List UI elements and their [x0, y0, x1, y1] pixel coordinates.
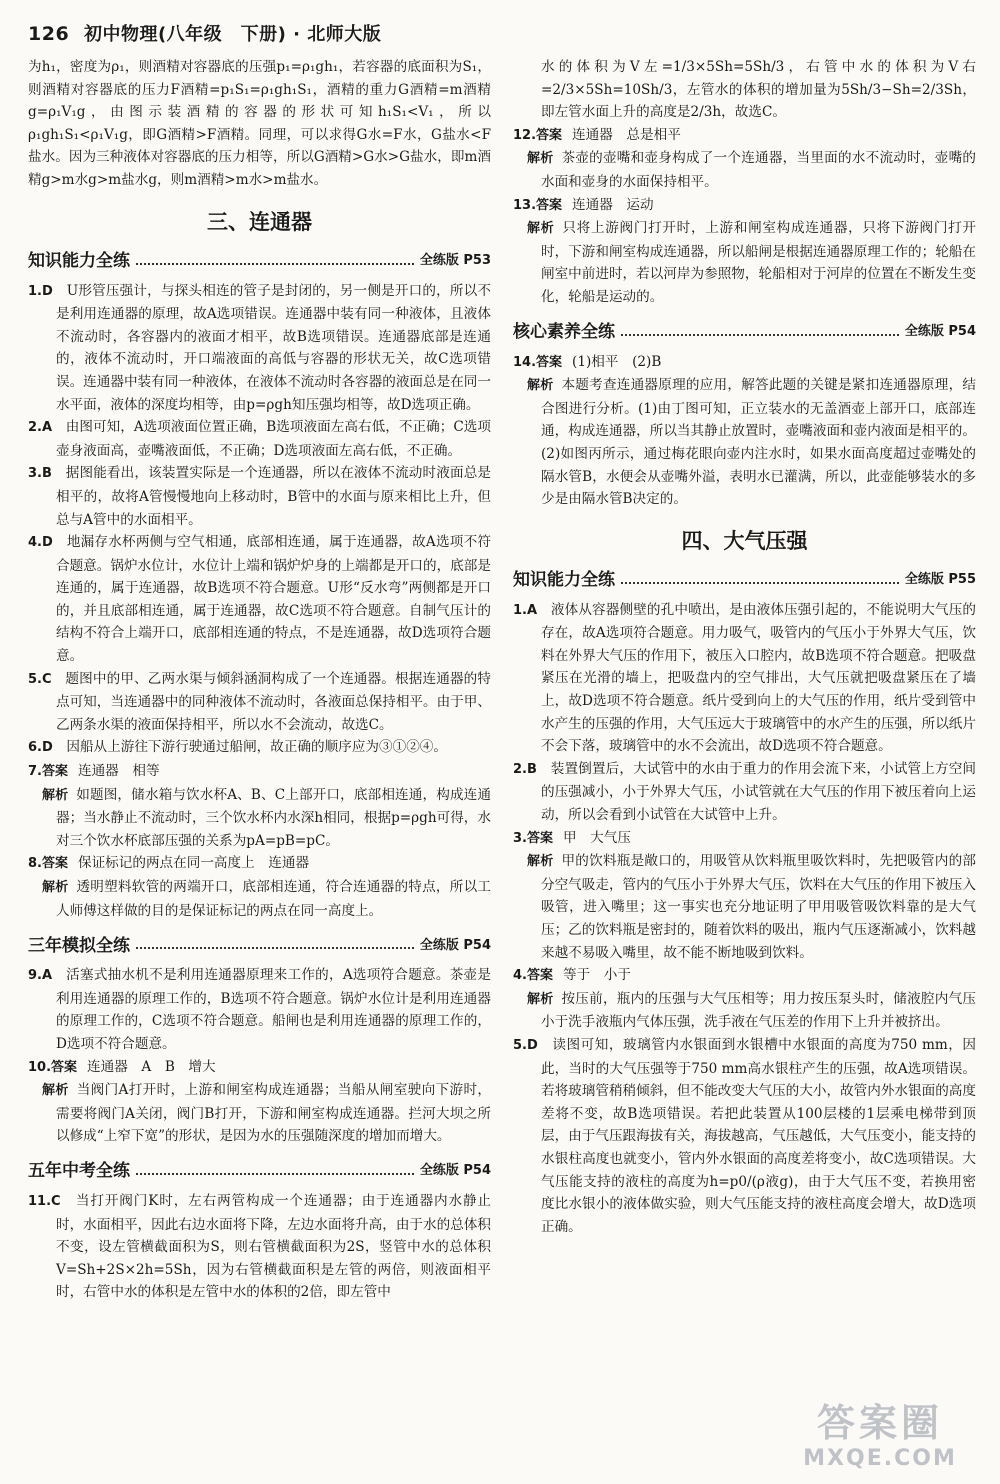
answer-text: (1)相平 (2)B — [572, 353, 662, 370]
item-text: 由图可知，A选项液面位置正确，B选项液面左高右低，不正确；C选项壶身液面高，壶嘴液面低，不正确；D选项液面左高右低，不正确。 — [56, 419, 491, 459]
analysis-text: 甲的饮料瓶是敞口的，用吸管从饮料瓶里吸饮料时，先把吸管内的部分空气吸走，管内的气压小于外界大气压，饮料在大气压的作用下被压入吸管，进入嘴里；这一事实也充分地证明了甲用吸管吸饮料靠的是大气压；乙的饮料瓶是密封的，随着饮料的吸出，瓶内气压逐渐减小，饮料越来越不易吸入嘴里，故不能不断地吸到饮料。 — [541, 853, 976, 961]
analysis-line — [28, 784, 491, 853]
item-number: 12. — [513, 127, 537, 143]
right-column — [513, 56, 976, 1304]
answer-tag: 答案 — [526, 830, 553, 846]
analysis-line — [513, 374, 976, 443]
analysis-text: 透明塑料软管的两端开口，底部相连通，符合连通器的特点，所以工人师傅这样做的目的是保证标记的两点在同一高度上。 — [56, 879, 491, 919]
answer-text: 连通器 相等 — [78, 763, 160, 780]
answer-tag: 答案 — [536, 354, 563, 370]
analysis-line — [28, 1079, 491, 1148]
analysis-text: 按压前，瓶内的压强与大气压相等；用力按压泵头时，储液腔内气压小于洗手液瓶内气体压强，洗手液在气压差的作用下上升并被挤出。 — [541, 990, 976, 1031]
answer-line — [513, 827, 976, 851]
answer-line — [513, 124, 976, 148]
item-text: 读图可知，玻璃管内水银面到水银槽中水银面的高度为750 mm，因此，当时的大气压强等于750 mm高水银柱产生的压强，故A选项错误。若将玻璃管稍稍倾斜，但不能改变大气压的大小，故管内外水银面的高度差将不变，故B选项错误。若把此装置从100层楼的1层乘电梯带到顶层，由于气压跟海拔有关，海拔越高，气压越低，大气压变小，能支持的水银柱高度也就变小，管内外水银面的高度差将变小，故C选项错误。大气压能支持的液柱的高度为h=p0/(ρ液g)，由于大气压不变，若换用密度比水银小的液体做实验，则大气压能支持的液柱高度会增大，故D选项正确。 — [541, 1036, 977, 1235]
analysis-continued: (2)如图丙所示，通过梅花眼向壶内注水时，如果水面高度超过壶嘴处的隔水管B，水便会从壶嘴外溢，表明水已灌满，所以，此壶能够装水的多少是由隔水管B决定的。 — [541, 445, 976, 508]
answer-text: 甲 大气压 — [563, 829, 631, 846]
item-number: 5.D — [513, 1037, 538, 1053]
answer-line — [28, 760, 491, 784]
analysis-line — [513, 988, 976, 1034]
answer-item — [28, 1190, 491, 1304]
book-title: 初中物理(八年级 下册) · 北师大版 — [83, 24, 382, 45]
item-text: 液体从容器侧壁的孔中喷出，是由液体压强引起的，不能说明大气压的存在，故A选项符合题意。用力吸气，吸管内的气压小于外界大气压，饮料在外界大气压的作用下，被压入口腔内，故B选项不符合题意。把吸盘紧压在光滑的墙上，把吸盘内的空气排出，大气压就把吸盘紧压在了墙上，故D选项不符合题意。纸片受到向上的大气压的作用，纸片受到管中水产生的压强的作用，大气压远大于玻璃管中的水产生的压强，所以纸片不会下落，玻璃管中的水不会流出，故D选项不符合题意。 — [541, 601, 977, 755]
item-number: 5.C — [28, 671, 52, 687]
analysis-tag: 解析 — [527, 854, 554, 870]
analysis-text: 当阀门A打开时，上游和闸室构成连通器；当船从闸室驶向下游时，需要将阀门A关闭，阀门B打开，下游和闸室构成连通器。拦河大坝之所以修成“上窄下宽”的形状，是因为水的压强随深度的增加而增大。 — [56, 1082, 491, 1145]
section-ref: 全练版 P53 — [419, 253, 491, 269]
item-number: 3. — [513, 830, 527, 846]
section-ref: 全练版 P55 — [904, 572, 976, 588]
watermark-line2: MXQE.COM — [803, 1446, 957, 1471]
section-header — [513, 317, 976, 343]
answer-text: 等于 小于 — [563, 967, 631, 984]
continued-paragraph: 水的体积为V左=1/3×5Sh=5Sh/3，右管中水的体积为V右=2/3×5Sh=10Sh/3，左管水的体积的增加量为5Sh/3−Sh=2/3Sh，即左管水面上升的高度是2/3h，故选C。 — [541, 59, 976, 121]
analysis-tag: 解析 — [42, 880, 69, 895]
item-text: 因船从上游往下游行驶通过船闸，故正确的顺序应为③①②④。 — [66, 739, 447, 756]
chapter-title-atmospheric-pressure: 四、大气压强 — [681, 528, 808, 553]
analysis-text: 本题考查连通器原理的应用，解答此题的关键是紧扣连通器原理，结合图进行分析。(1)由丁图可知，正立装水的无盖酒壶上部开口，底部连通，构成连通器，所以当其静止放置时，壶嘴液面和壶内液面是相平的。 — [541, 377, 976, 440]
dotted-leader — [136, 937, 414, 949]
analysis-tag: 解析 — [527, 221, 555, 237]
analysis-line — [513, 147, 976, 193]
section-name: 五年中考全练 — [28, 1161, 130, 1182]
analysis-tag: 解析 — [527, 991, 554, 1007]
section-ref: 全练版 P54 — [419, 1163, 491, 1179]
item-text: 题图中的甲、乙两水渠与倾斜涵洞构成了一个连通器。根据连通器的特点可知，当连通器中的同种液体不流动时，各液面总保持相平。由于甲、乙两条水渠的液面保持相平，所以水不会流动，故选C。 — [56, 670, 491, 733]
answer-line — [28, 852, 491, 876]
answer-item — [513, 758, 976, 827]
analysis-line — [513, 217, 976, 308]
analysis-text: 如题图，储水箱与饮水杯A、B、C上部开口，底部相连通，构成连通器；当水静止不流动时，三个饮水杯内水深h相同，根据p=ρgh可得，水对三个饮水杯底部压强的关系为pA=pB=pC。 — [56, 786, 491, 849]
chapter-title-connector: 三、连通器 — [207, 209, 312, 234]
watermark-line1: 答案圈 — [816, 1401, 943, 1445]
page-number: 126 — [28, 23, 70, 45]
answer-tag: 答案 — [51, 1059, 78, 1075]
page — [28, 20, 976, 1464]
item-text: U形管压强计，与探头相连的管子是封闭的，另一侧是开口的，所以不是利用连通器的原理，故A选项错误。连通器中装有同一种液体，且液体不流动时，各容器内的液面才相平，故B选项错误。连通器底部是连通的，液体不流动时，开口端液面的高低与容器的形状无关，故C选项错误。连通器中装有同一种液体，在液体不流动时各容器的液面总是在同一水平面，液体的深度均相等，由p=ρgh知压强均相等，故D选项正确。 — [56, 282, 491, 413]
section-header — [28, 1156, 491, 1182]
answer-tag: 答案 — [526, 968, 553, 984]
answer-item — [513, 1034, 976, 1238]
section-name: 知识能力全练 — [513, 570, 615, 591]
item-number: 7. — [28, 764, 42, 780]
item-text: 当打开阀门K时，左右两管构成一个连通器；由于连通器内水静止时，水面相平，因此右边水面将下降，左边水面将升高，由于水的总体积不变，设左管横截面积为S，则右管横截面积为2S，竖管中水的总体积V=Sh+2S×2h=5Sh，因为右管横截面积是左管的两倍，则液面相平时，右管中水的体积是左管中水的体积的2倍，即左管中 — [56, 1192, 492, 1301]
analysis-tag: 解析 — [42, 1083, 69, 1099]
answer-item — [28, 416, 491, 462]
item-number: 3.B — [28, 466, 52, 482]
analysis-text: 茶壶的壶嘴和壶身构成了一个连通器，当里面的水不流动时，壶嘴的水面和壶身的水面保持相平。 — [541, 150, 976, 190]
answer-tag: 答案 — [536, 197, 563, 213]
answer-text: 连通器 总是相平 — [572, 126, 681, 143]
answer-item — [28, 964, 491, 1055]
answer-tag: 答案 — [536, 127, 563, 143]
dotted-leader — [136, 1163, 414, 1175]
item-number: 10. — [28, 1059, 52, 1075]
item-number: 1.D — [28, 283, 53, 299]
answer-line — [513, 194, 976, 218]
answer-text: 连通器 A B 增大 — [87, 1058, 216, 1075]
analysis-tag: 解析 — [527, 378, 554, 394]
item-text: 活塞式抽水机不是利用连通器原理来工作的，A选项符合题意。茶壶是利用连通器的原理工作的，B选项不符合题意。锅炉水位计是利用连通器的原理工作的，C选项不符合题意。船闸也是利用连通器的原理工作的，D选项不符合题意。 — [56, 967, 491, 1052]
answer-item — [28, 531, 491, 668]
item-number: 8. — [28, 856, 42, 872]
item-number: 13. — [513, 197, 537, 213]
answer-text: 连通器 运动 — [572, 196, 654, 213]
site-watermark — [782, 1400, 978, 1478]
answer-item — [513, 599, 976, 758]
item-text: 据图能看出，该装置实际是一个连通器，所以在液体不流动时液面总是相平的，故将A管慢慢地向上移动时，B管中的水面与原来相比上升，但总与A管中的水面相平。 — [56, 465, 492, 528]
answer-item — [28, 280, 491, 417]
section-header — [28, 930, 491, 956]
item-number: 6.D — [28, 740, 53, 756]
answer-text: 保证标记的两点在同一高度上 连通器 — [78, 855, 310, 872]
answer-line — [513, 964, 976, 988]
analysis-line — [513, 850, 976, 964]
dotted-leader — [136, 253, 414, 265]
section-header — [28, 246, 491, 272]
section-name: 三年模拟全练 — [28, 935, 130, 956]
item-number: 4.D — [28, 535, 53, 551]
analysis-tag: 解析 — [527, 151, 554, 167]
section-ref: 全练版 P54 — [419, 937, 491, 953]
section-ref: 全练版 P54 — [904, 324, 976, 340]
answer-tag: 答案 — [41, 764, 68, 780]
answer-line — [513, 351, 976, 375]
item-number: 1.A — [513, 602, 538, 618]
answer-item — [28, 736, 491, 760]
item-number: 2.A — [28, 420, 53, 436]
item-number: 2.B — [513, 761, 537, 777]
section-header — [513, 565, 976, 591]
intro-paragraph: 为h₁，密度为ρ₁，则酒精对容器底的压强p₁=ρ₁gh₁，若容器的底面积为S₁，则酒精对容器底的压力F酒精=p₁S₁=ρ₁gh₁S₁，酒精的重力G酒精=m酒精g=ρ₁V₁g，由图示装酒精的容器的形状可知h₁S₁<V₁，所以ρ₁gh₁S₁<ρ₁V₁g，即G酒精>F酒精。同理，可以求得G水=F水，G盐水<F盐水。因为三种液体对容器底的压力相等，所以G酒精>G水>G盐水，即m酒精g>m水g>m盐水g，则m酒精>m水>m盐水。 — [28, 59, 491, 188]
dotted-leader — [621, 572, 899, 584]
item-number: 14. — [513, 354, 537, 370]
analysis-text: 只将上游阀门打开时，上游和闸室构成连通器，只将下游阀门打开时，下游和闸室构成连通器，所以船闸是根据连通器原理工作的；轮船在闸室中前进时，若以河岸为参照物，轮船相对于河岸的位置在不断发生变化，轮船是运动的。 — [541, 220, 976, 305]
running-head — [28, 20, 976, 56]
analysis-tag: 解析 — [42, 787, 69, 803]
answer-line — [28, 1056, 491, 1080]
left-column — [28, 56, 491, 1304]
answer-tag: 答案 — [41, 856, 68, 872]
section-name: 知识能力全练 — [28, 251, 130, 272]
answer-item — [28, 462, 491, 531]
answer-item — [28, 668, 491, 737]
item-number: 9.A — [28, 968, 53, 984]
analysis-line — [28, 876, 491, 922]
dotted-leader — [621, 324, 899, 336]
item-number: 4. — [513, 968, 527, 984]
section-name: 核心素养全练 — [513, 322, 615, 343]
item-text: 装置倒置后，大试管中的水由于重力的作用会流下来，小试管上方空间的压强减小，小于外界大气压，小试管就在大气压的作用下被压着向上运动，所以会看到小试管在大试管中上升。 — [541, 760, 977, 824]
item-text: 地漏存水杯两侧与空气相通，底部相连通，属于连通器，故A选项不符合题意。锅炉水位计，水位计上端和锅炉炉身的上端都是开口的，底部是连通的，属于连通器，故B选项不符合题意。U形“反水弯”两侧都是开口的，并且底部相连通，属于连通器，故C选项不符合题意。自制气压计的结构不符合上端开口，底部相连通的特点，不是连通器，故D选项符合题意。 — [56, 534, 491, 665]
item-number: 11.C — [28, 1193, 61, 1209]
